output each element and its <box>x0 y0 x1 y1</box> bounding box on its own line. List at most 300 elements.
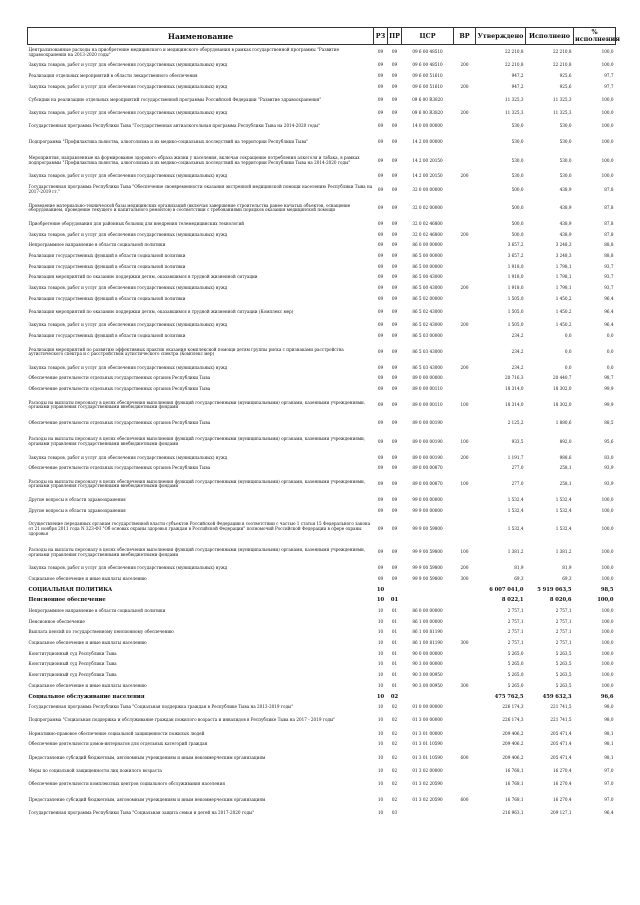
cell-pr: 09 <box>391 110 398 116</box>
cell-vr <box>454 294 476 305</box>
table-row <box>28 373 616 384</box>
cell-percent: 98,7 <box>604 375 614 381</box>
cell-vr <box>454 262 476 273</box>
cell-pr: 01 <box>391 650 398 656</box>
table-row <box>28 766 616 777</box>
cell-vr <box>454 702 476 713</box>
cell-vr <box>454 729 476 740</box>
table-row <box>28 262 616 273</box>
cell-rz: 09 <box>377 263 384 269</box>
cell-percent: 99,9 <box>604 386 614 392</box>
cell-pr: 02 <box>391 781 398 787</box>
cell-name: Подпрограмма "Профилактика пьянства, алкоголизма и их медико-социальных последствий на территории Республики Тыва" <box>28 139 309 145</box>
cell-percent: 100,0 <box>601 96 614 102</box>
header-rz: РЗ <box>374 28 388 45</box>
cell-pr: 01 <box>391 672 398 678</box>
cell-csr: 86 5 02 43000 <box>412 309 443 315</box>
cell-name: Закупка товаров, работ и услуг для обеспечения государственных (муниципальных) нужд <box>28 231 228 237</box>
cell-executed: 8 020,6 <box>549 597 572 604</box>
cell-rz: 09 <box>377 454 384 460</box>
cell-approved: 5 265,0 <box>507 661 524 667</box>
table-row <box>28 702 616 713</box>
cell-pr: 09 <box>391 139 398 145</box>
cell-percent: 100,0 <box>601 661 614 667</box>
cell-executed: 988,6 <box>559 454 572 460</box>
cell-csr: 99 0 00 00000 <box>412 496 443 502</box>
cell-vr <box>454 135 476 151</box>
cell-rz: 09 <box>377 285 384 291</box>
cell-percent: 88,8 <box>604 242 614 248</box>
cell-pr: 02 <box>391 741 398 747</box>
cell-rz: 09 <box>377 295 384 301</box>
cell-percent: 100,0 <box>601 682 614 688</box>
cell-executed: 221 741,5 <box>550 704 572 710</box>
cell-executed: 69,3 <box>562 575 572 581</box>
cell-vr <box>454 649 476 660</box>
cell-rz: 09 <box>377 242 384 248</box>
cell-percent: 93,7 <box>604 263 614 269</box>
cell-csr: 09 6 00 R3820 <box>412 110 443 116</box>
cell-csr: 86 5 03 43000 <box>412 364 443 370</box>
cell-vr <box>454 739 476 750</box>
cell-executed: 438,9 <box>559 231 572 237</box>
cell-name: Обеспечение деятельности отдельных государственных органов Республики Тыва <box>28 465 211 471</box>
cell-percent: 87,8 <box>604 186 614 192</box>
cell-vr <box>454 182 476 198</box>
cell-rz: 09 <box>377 465 384 471</box>
cell-name: Закупка товаров, работ и услуг для обеспечения государственных (муниципальных) нужд <box>28 285 228 291</box>
cell-executed: 205 471,4 <box>550 730 572 736</box>
cell-approved: 1 532,4 <box>507 525 524 531</box>
cell-pr: 01 <box>391 608 398 613</box>
cell-executed: 925,6 <box>559 83 572 89</box>
cell-percent: 96,4 <box>604 295 614 301</box>
table-row <box>28 384 616 395</box>
cell-approved: 6 007 041,0 <box>489 586 524 593</box>
table-row <box>28 331 616 342</box>
cell-percent: 100,0 <box>601 640 614 646</box>
cell-name: Реализация мероприятий по развитию эффективных практик оказания комплексной помощи детям группы риска с признаками расстройства аутистического спектра и с расстройством аутистического спектра (Комплекс мер) <box>28 346 344 357</box>
cell-rz: 09 <box>377 507 384 513</box>
cell-approved: 5 265,0 <box>507 650 524 656</box>
cell-percent: 100,0 <box>601 173 614 179</box>
header-name: Наименование <box>28 28 374 45</box>
cell-percent: 88,5 <box>604 420 614 426</box>
cell-executed: 205 471,4 <box>550 741 572 747</box>
cell-percent: 100,0 <box>601 49 614 55</box>
cell-percent: 97,7 <box>604 73 614 79</box>
cell-executed: 438,9 <box>559 220 572 226</box>
cell-vr: 600 <box>460 754 469 760</box>
table-row <box>28 240 616 251</box>
cell-approved: 1 381,2 <box>507 549 524 555</box>
cell-csr: 90 3 00 00950 <box>412 672 443 678</box>
cell-rz: 09 <box>377 348 384 354</box>
cell-percent: 98,0 <box>604 704 614 710</box>
cell-name: Реализация государственных функций в области социальной политики <box>28 253 186 259</box>
cell-pr: 09 <box>391 242 398 248</box>
table-row <box>28 617 616 628</box>
cell-name: Закупка товаров, работ и услуг для обеспечения государственных (муниципальных) нужд <box>28 83 228 89</box>
table-row <box>28 713 616 729</box>
cell-pr: 01 <box>391 629 398 635</box>
cell-executed: 2 757,1 <box>555 629 572 635</box>
cell-name: Государственная программа Республики Тыва "Социальная защита семьи и детей на 2017-2020 годы" <box>28 810 255 816</box>
cell-rz: 09 <box>377 549 384 555</box>
table-row <box>28 119 616 135</box>
cell-pr: 09 <box>391 157 398 163</box>
cell-csr: 99 9 00 59800 <box>412 565 443 571</box>
cell-vr <box>454 219 476 230</box>
cell-executed: 2 757,1 <box>555 618 572 624</box>
cell-rz: 09 <box>377 420 384 426</box>
cell-executed: 2 757,1 <box>555 640 572 646</box>
cell-name: Обеспечение деятельности комплексных центров социального обслуживания населения <box>28 781 225 787</box>
table-row <box>28 792 616 808</box>
cell-approved: 20 716,3 <box>505 375 524 381</box>
cell-name: Проведение материально-технической базы медицинских организаций (включая завершение строительства ранее начатых объектов, оснащение оборудованием, проведение текущего и капитального ремонтов) в соответствии с требованиями порядков оказания медицинской помощи <box>28 202 351 213</box>
cell-pr: 09 <box>391 386 398 392</box>
cell-vr <box>454 808 476 819</box>
cell-rz: 09 <box>377 253 384 259</box>
cell-vr: 200 <box>460 565 469 571</box>
cell-csr <box>402 808 454 819</box>
cell-name: Пенсионное обеспечение <box>28 597 106 604</box>
cell-csr: 86 1 00 81190 <box>412 629 443 635</box>
cell-name: Конституционный суд Республики Тыва <box>28 661 117 667</box>
cell-rz: 09 <box>377 205 384 211</box>
cell-executed: 1 532,4 <box>555 525 572 531</box>
cell-executed: 530,0 <box>559 173 572 179</box>
table-row <box>28 251 616 262</box>
cell-rz: 10 <box>377 781 384 787</box>
cell-csr: 86 5 03 00000 <box>412 332 443 338</box>
cell-approved: 16 768,1 <box>505 781 524 787</box>
cell-name: Подпрограмма "Социальная поддержка и обслуживание граждан пожилого возраста и инвалидов в Республике Тыва на 2017 - 2019 годы" <box>28 717 336 723</box>
cell-executed: 1 450,2 <box>555 295 572 301</box>
cell-approved: 1 505,0 <box>507 309 524 315</box>
cell-percent: 87,8 <box>604 220 614 226</box>
table-row <box>28 506 616 517</box>
cell-pr: 09 <box>391 96 398 102</box>
cell-name: Обеспечение деятельности отдельных государственных органов Республики Тыва <box>28 375 211 381</box>
cell-csr: 99 9 00 59800 <box>412 549 443 555</box>
cell-executed: 459 632,3 <box>542 693 572 700</box>
table-body <box>28 45 616 819</box>
cell-rz: 09 <box>377 364 384 370</box>
cell-pr: 09 <box>391 173 398 179</box>
cell-approved: 1 532,4 <box>507 496 524 502</box>
cell-rz: 09 <box>377 274 384 280</box>
cell-name: Закупка товаров, работ и услуг для обеспечения государственных (муниципальных) нужд <box>28 322 228 328</box>
cell-csr: 89 0 00 00190 <box>412 454 443 460</box>
cell-rz: 10 <box>377 754 384 760</box>
table-row <box>28 670 616 681</box>
cell-executed: 0,0 <box>564 332 572 338</box>
cell-csr: 86 1 00 81190 <box>412 640 443 646</box>
cell-approved: 1 505,0 <box>507 322 524 328</box>
cell-rz: 10 <box>377 704 384 710</box>
cell-executed: 11 325,3 <box>553 96 572 102</box>
cell-percent: 98,1 <box>604 754 614 760</box>
cell-rz: 09 <box>377 62 384 68</box>
cell-rz: 10 <box>377 650 384 656</box>
table-row <box>28 495 616 506</box>
cell-pr: 09 <box>391 62 398 68</box>
cell-percent: 100,0 <box>597 597 614 604</box>
cell-rz: 10 <box>377 672 384 678</box>
table-row <box>28 342 616 363</box>
header-csr: ЦСР <box>402 28 454 45</box>
table-row <box>28 563 616 574</box>
cell-vr: 300 <box>460 640 469 646</box>
cell-rz: 10 <box>377 608 384 613</box>
cell-executed: 438,9 <box>559 205 572 211</box>
cell-rz: 09 <box>377 173 384 179</box>
cell-approved: 234,2 <box>511 364 524 370</box>
cell-csr: 86 0 00 00000 <box>412 608 443 613</box>
table-row <box>28 283 616 294</box>
cell-percent: 100,0 <box>601 650 614 656</box>
cell-executed: 1 532,4 <box>555 507 572 513</box>
cell-rz: 10 <box>377 741 384 747</box>
cell-pr: 09 <box>391 525 398 531</box>
table-row <box>28 463 616 474</box>
cell-pr: 09 <box>391 332 398 338</box>
cell-vr <box>454 776 476 792</box>
cell-approved: 530,0 <box>511 139 524 145</box>
cell-csr: 86 5 03 43000 <box>412 348 443 354</box>
cell-rz: 09 <box>377 83 384 89</box>
cell-csr: 14 0 00 00000 <box>412 123 443 129</box>
cell-vr: 200 <box>460 322 469 328</box>
cell-approved: 5 265,0 <box>507 682 524 688</box>
cell-approved: 947,2 <box>511 83 524 89</box>
cell-vr <box>454 766 476 777</box>
cell-csr: 86 5 00 43000 <box>412 274 443 280</box>
budget-table <box>27 27 620 819</box>
cell-executed: 1 798,1 <box>555 274 572 280</box>
cell-executed: 1 798,1 <box>555 263 572 269</box>
cell-name: Предоставление субсидий бюджетным, автономным учреждениям и иным некоммерческим организациям <box>28 754 266 760</box>
cell-vr <box>454 713 476 729</box>
cell-name: Меры по социальной защищенности лиц пожилого возраста <box>28 767 162 773</box>
cell-csr: 01 3 00 00000 <box>412 717 443 723</box>
cell-approved: 500,0 <box>511 220 524 226</box>
table-row <box>28 150 616 171</box>
table-row <box>28 638 616 649</box>
cell-vr: 100 <box>460 549 469 555</box>
cell-executed: 3 248,3 <box>555 242 572 248</box>
cell-vr <box>454 150 476 171</box>
cell-csr: 09 6 00 48510 <box>412 49 443 55</box>
cell-name: Реализация отдельных мероприятий в области лекарственного обеспечения <box>28 73 198 79</box>
cell-vr <box>454 92 476 108</box>
cell-approved: 216 963,1 <box>502 810 524 816</box>
cell-vr <box>454 71 476 82</box>
cell-approved: 530,0 <box>511 123 524 129</box>
cell-pr: 09 <box>391 496 398 502</box>
cell-percent: 88,8 <box>604 253 614 259</box>
cell-approved: 11 325,3 <box>505 96 524 102</box>
cell-executed: 16 270,4 <box>553 781 572 787</box>
cell-pr: 02 <box>391 730 398 736</box>
cell-executed: 209 127,1 <box>550 810 572 816</box>
cell-executed: 16 270,4 <box>553 767 572 773</box>
cell-approved: 500,0 <box>511 231 524 237</box>
cell-name: Другие вопросы в области здравоохранения <box>28 507 126 513</box>
cell-executed: 5 263,5 <box>555 650 572 656</box>
table-row <box>28 431 616 452</box>
table-row <box>28 606 616 617</box>
cell-pr <box>388 585 402 596</box>
cell-executed: 18 302,0 <box>553 386 572 392</box>
table-row <box>28 649 616 660</box>
cell-csr: 32 0 02 00000 <box>412 205 443 211</box>
cell-name: Осуществление переданных органам государственной власти субъектов Российской Федерации в соответствии с частью 1 статьи 15 Федерального закона от 21 ноября 2011 года N 323-ФЗ "Об основах охраны здоровья граждан в Российской Федерации" полномочий Российской Федерации в сфере охраны здоровья <box>28 521 371 536</box>
cell-executed: 20 440,7 <box>553 375 572 381</box>
cell-name: Выплата пенсий по государственному пенсионному обеспечению <box>28 629 174 635</box>
cell-percent: 97,0 <box>604 781 614 787</box>
cell-name: Закупка товаров, работ и услуг для обеспечения государственных (муниципальных) нужд <box>28 110 228 116</box>
cell-pr: 01 <box>391 682 398 688</box>
cell-approved: 277,0 <box>511 465 524 471</box>
cell-name: Конституционный суд Республики Тыва <box>28 650 117 656</box>
cell-approved: 69,3 <box>514 575 524 581</box>
cell-rz: 09 <box>377 309 384 315</box>
cell-pr: 09 <box>391 186 398 192</box>
cell-rz: 09 <box>377 332 384 338</box>
cell-rz: 09 <box>377 481 384 487</box>
cell-executed: 925,6 <box>559 73 572 79</box>
cell-approved: 475 762,5 <box>494 693 524 700</box>
cell-name: Конституционный суд Республики Тыва <box>28 672 117 678</box>
table-row <box>28 808 616 819</box>
table-row <box>28 750 616 766</box>
cell-csr: 01 3 02 20590 <box>412 781 443 787</box>
cell-csr: 14 2 00 20150 <box>412 173 443 179</box>
cell-percent: 87,8 <box>604 231 614 237</box>
cell-executed: 1 450,2 <box>555 309 572 315</box>
cell-name: Социальное обеспечение и иные выплаты населению <box>28 575 147 581</box>
cell-pr: 03 <box>391 810 398 816</box>
cell-percent: 0,0 <box>606 364 614 370</box>
cell-pr: 09 <box>391 565 398 571</box>
cell-csr: 14 2 00 00000 <box>412 139 443 145</box>
cell-csr: 01 3 01 10590 <box>412 741 443 747</box>
cell-approved: 209 406,2 <box>502 730 524 736</box>
table-row <box>28 681 616 692</box>
cell-csr: 86 5 02 43000 <box>412 322 443 328</box>
cell-executed: 5 263,5 <box>555 661 572 667</box>
cell-csr: 89 0 00 00190 <box>412 420 443 426</box>
cell-executed: 5 263,5 <box>555 682 572 688</box>
cell-approved: 530,0 <box>511 173 524 179</box>
table-row <box>28 416 616 432</box>
cell-csr: 89 0 00 00870 <box>412 481 443 487</box>
cell-pr: 09 <box>391 575 398 581</box>
header-percent: % исполнения <box>575 28 620 43</box>
cell-name: Реализация государственных функций в области социальной политики <box>28 332 186 338</box>
cell-vr <box>454 416 476 432</box>
cell-pr: 02 <box>391 717 398 723</box>
cell-vr: 100 <box>460 481 469 487</box>
cell-pr: 09 <box>391 220 398 226</box>
cell-name: Пенсионное обеспечение <box>28 618 85 624</box>
cell-name: Реализация государственных функций в области социальной политики <box>28 295 186 301</box>
cell-csr: 01 0 00 00000 <box>412 704 443 710</box>
cell-percent: 100,0 <box>601 110 614 116</box>
cell-rz: 09 <box>377 575 384 581</box>
table-row <box>28 474 616 495</box>
cell-executed: 530,0 <box>559 139 572 145</box>
cell-vr: 200 <box>460 62 469 68</box>
cell-executed: 258,1 <box>559 481 572 487</box>
cell-approved: 18 314,0 <box>505 386 524 392</box>
cell-rz: 09 <box>377 375 384 381</box>
cell-executed: 3 248,3 <box>555 253 572 259</box>
cell-vr <box>454 342 476 363</box>
cell-pr: 02 <box>390 693 399 700</box>
table-row <box>28 595 616 606</box>
cell-pr: 01 <box>391 640 398 646</box>
cell-pr: 09 <box>391 263 398 269</box>
cell-csr: 86 5 00 43000 <box>412 285 443 291</box>
cell-rz: 10 <box>377 618 384 624</box>
cell-percent: 93,7 <box>604 285 614 291</box>
cell-approved: 933,5 <box>511 438 524 444</box>
cell-rz: 10 <box>377 682 384 688</box>
cell-rz: 09 <box>377 220 384 226</box>
cell-vr: 100 <box>460 401 469 407</box>
cell-name: Закупка товаров, работ и услуг для обеспечения государственных (муниципальных) нужд <box>28 565 228 571</box>
cell-pr: 09 <box>391 205 398 211</box>
cell-percent: 96,4 <box>604 810 614 816</box>
cell-approved: 209 406,2 <box>502 741 524 747</box>
cell-executed: 1 880,6 <box>555 420 572 426</box>
cell-percent: 100,0 <box>601 139 614 145</box>
cell-rz: 09 <box>377 96 384 102</box>
cell-approved: 209 406,2 <box>502 754 524 760</box>
cell-pr: 09 <box>391 481 398 487</box>
table-row <box>28 776 616 792</box>
cell-percent: 93,9 <box>604 465 614 471</box>
cell-csr: 09 6 00 51610 <box>412 73 443 79</box>
cell-executed: 438,9 <box>559 186 572 192</box>
cell-pr: 09 <box>391 73 398 79</box>
cell-pr: 02 <box>391 704 398 710</box>
cell-pr: 09 <box>391 231 398 237</box>
cell-vr <box>454 627 476 638</box>
cell-percent: 99,9 <box>604 401 614 407</box>
cell-executed: 0,0 <box>564 348 572 354</box>
cell-pr: 09 <box>391 454 398 460</box>
cell-percent: 100,0 <box>601 629 614 635</box>
cell-approved: 2 757,1 <box>507 608 524 613</box>
cell-pr: 09 <box>391 507 398 513</box>
cell-name: Расходы на выплаты персоналу в целях обеспечения выполнения функций государственными (муниципальными) органами, казенными учреждениями, органами управления государственными внебюджетными фондами <box>28 399 366 410</box>
cell-csr: 86 1 00 00000 <box>412 618 443 624</box>
cell-approved: 947,2 <box>511 73 524 79</box>
cell-percent: 98,0 <box>604 717 614 723</box>
cell-pr: 09 <box>391 83 398 89</box>
cell-rz: 09 <box>377 123 384 129</box>
table-row <box>28 574 616 585</box>
cell-rz: 10 <box>377 629 384 635</box>
cell-percent: 97,0 <box>604 767 614 773</box>
cell-vr: 200 <box>460 231 469 237</box>
cell-rz: 10 <box>377 730 384 736</box>
